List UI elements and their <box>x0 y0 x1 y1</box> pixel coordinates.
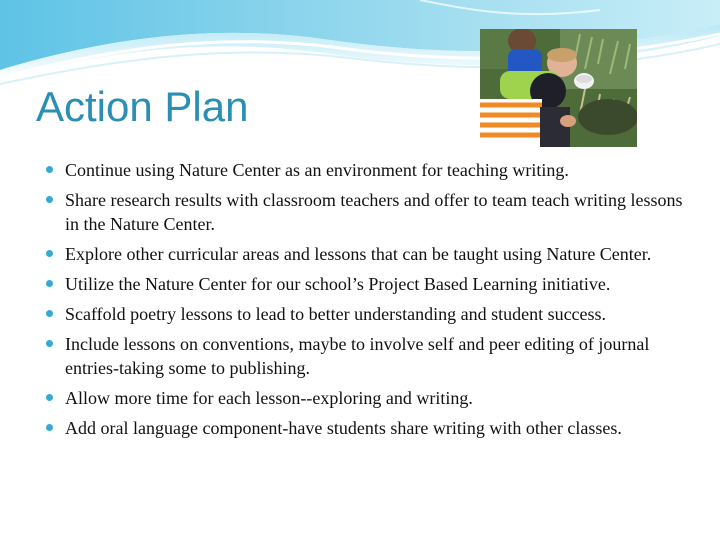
list-item <box>44 332 684 380</box>
children-exploring-pond-photo <box>480 29 637 147</box>
bullet-text: Utilize the Nature Center for our school’s Project Based Learning initiative. <box>65 274 611 294</box>
bullet-dot-icon <box>46 196 53 203</box>
list-item <box>44 272 684 296</box>
bullet-dot-icon <box>46 166 53 173</box>
bullet-dot-icon <box>46 424 53 431</box>
slide-title: Action Plan <box>36 83 249 130</box>
bullet-dot-icon <box>46 310 53 317</box>
bullet-dot-icon <box>46 340 53 347</box>
list-item <box>44 302 684 326</box>
list-item <box>44 416 684 440</box>
bullet-text: Scaffold poetry lessons to lead to better understanding and student success. <box>65 304 607 324</box>
list-item <box>44 242 684 266</box>
list-item <box>44 158 684 182</box>
bullet-text: Allow more time for each lesson--exploring and writing. <box>65 388 473 408</box>
list-item <box>44 386 684 410</box>
bullet-text: Explore other curricular areas and lessons that can be taught using Nature Center. <box>65 244 652 264</box>
bullet-list <box>44 158 684 446</box>
list-item <box>44 188 684 236</box>
bullet-text: Share research results with classroom teachers and offer to team teach writing lessons in the Nature Center. <box>65 190 683 234</box>
bullet-text: Add oral language component-have students share writing with other classes. <box>65 418 622 438</box>
bullet-text: Include lessons on conventions, maybe to involve self and peer editing of journal entries-taking some to publishing. <box>65 334 650 378</box>
bullet-dot-icon <box>46 394 53 401</box>
bullet-dot-icon <box>46 280 53 287</box>
bullet-text: Continue using Nature Center as an environment for teaching writing. <box>65 160 569 180</box>
bullet-dot-icon <box>46 250 53 257</box>
